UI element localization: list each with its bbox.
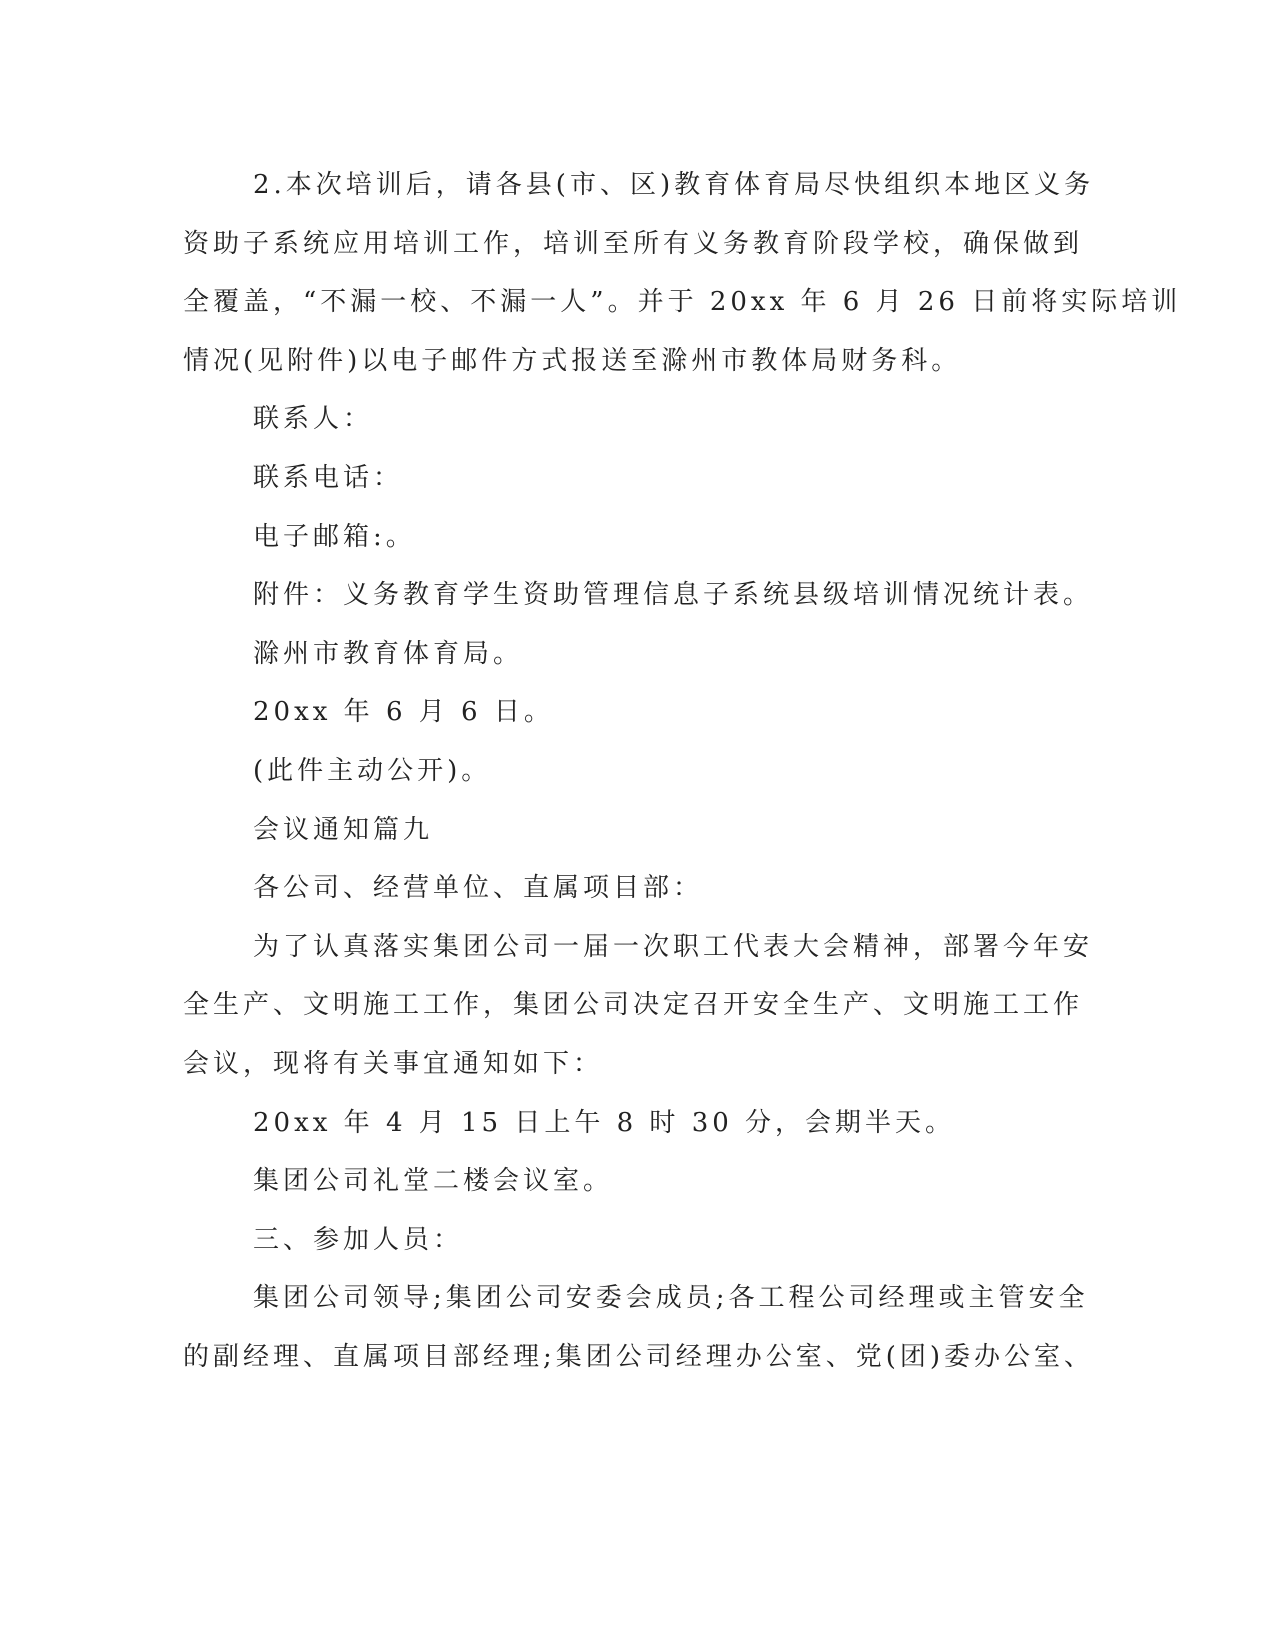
addressee-line: 各公司、经营单位、直属项目部：	[253, 873, 704, 904]
body-line: 会议，现将有关事宜通知如下：	[183, 1048, 604, 1079]
body-line: 为了认真落实集团公司一届一次职工代表大会精神，部署今年安	[253, 931, 1094, 962]
meeting-time-line: 20xx 年 4 月 15 日上午 8 时 30 分，会期半天。	[253, 1107, 956, 1138]
body-line: 的副经理、直属项目部经理;集团公司经理办公室、党(团)委办公室、	[183, 1341, 1095, 1372]
meeting-location-line: 集团公司礼堂二楼会议室。	[253, 1166, 614, 1197]
document-body	[183, 156, 1182, 1386]
body-line: 全生产、文明施工工作，集团公司决定召开安全生产、文明施工工作	[183, 990, 1084, 1021]
disclosure-note: (此件主动公开)。	[253, 755, 492, 786]
date-line: 20xx 年 6 月 6 日。	[253, 697, 554, 728]
email-line: 电子邮箱:。	[253, 521, 416, 552]
section-heading: 会议通知篇九	[253, 814, 434, 845]
attachment-line: 附件：义务教育学生资助管理信息子系统县级培训情况统计表。	[253, 580, 1094, 611]
contact-person-line: 联系人：	[253, 404, 374, 435]
body-line: 2.本次培训后，请各县(市、区)教育体育局尽快组织本地区义务	[253, 170, 1095, 200]
body-line: 集团公司领导;集团公司安委会成员;各工程公司经理或主管安全	[253, 1283, 1089, 1314]
issuer-line: 滁州市教育体育局。	[253, 638, 524, 669]
body-line: 全覆盖，“不漏一校、不漏一人”。并于 20xx 年 6 月 26 日前将实际培训	[183, 287, 1182, 318]
participants-heading: 三、参加人员：	[253, 1224, 464, 1255]
body-line: 情况(见附件)以电子邮件方式报送至滁州市教体局财务科。	[183, 345, 962, 376]
contact-phone-line: 联系电话：	[253, 462, 404, 493]
body-line: 资助子系统应用培训工作，培训至所有义务教育阶段学校，确保做到	[183, 228, 1084, 259]
